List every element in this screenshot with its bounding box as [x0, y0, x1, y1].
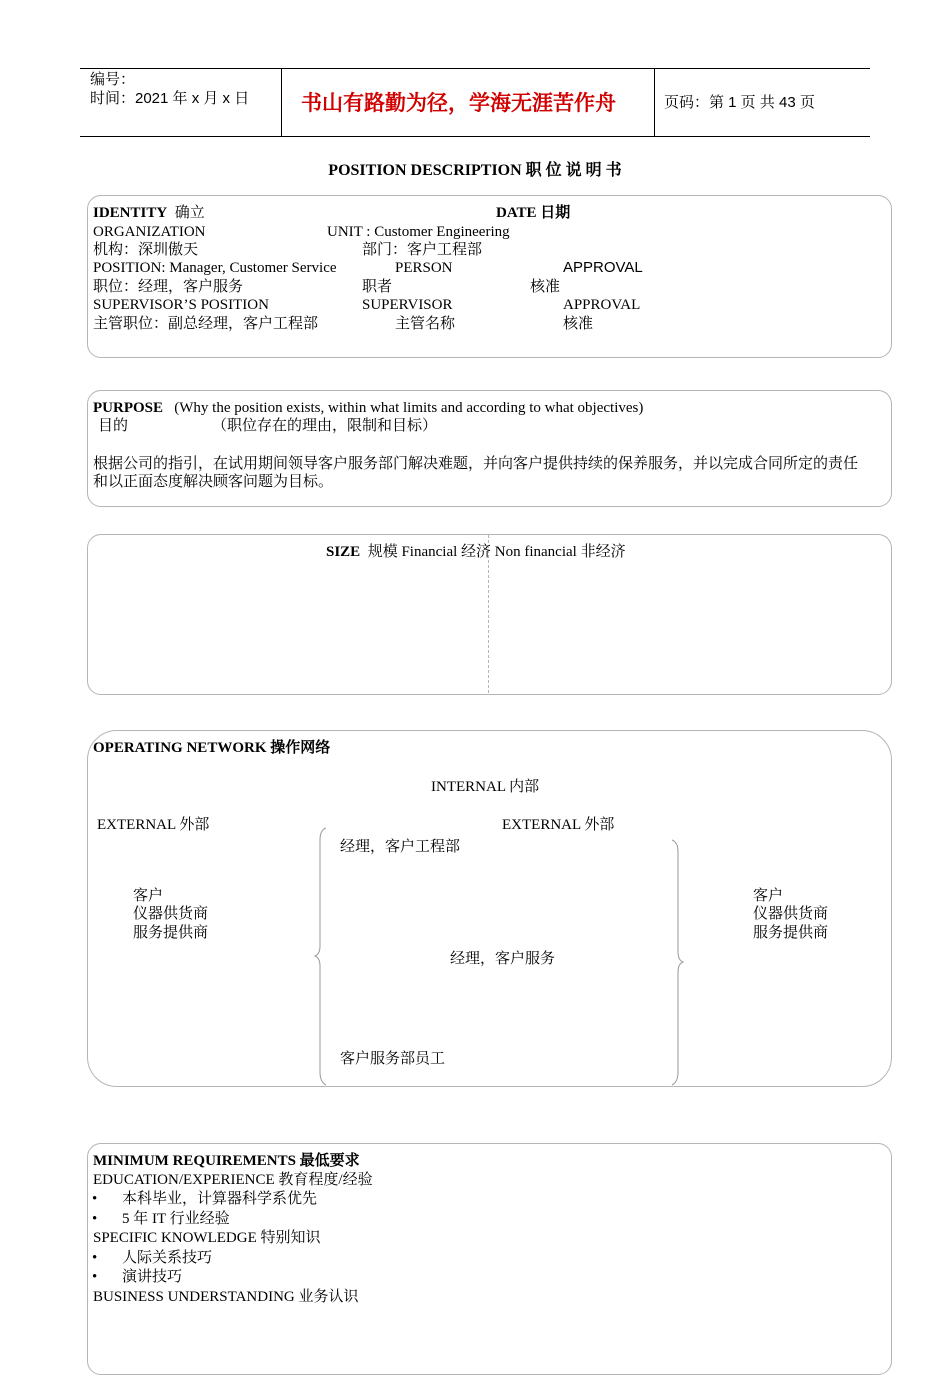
purpose-description: (Why the position exists, within what limits and according to what objectives) [174, 400, 644, 416]
right-item: 服务提供商 [753, 925, 829, 941]
supervisor-cn: 主管名称 [395, 316, 456, 332]
business-label: BUSINESS UNDERSTANDING 业务认识 [93, 1289, 359, 1305]
purpose-body-line: 和以正面态度解决顾客问题为目标。 [93, 474, 334, 490]
external-right-label: EXTERNAL 外部 [502, 817, 615, 833]
supervisor-approval-label: APPROVAL [563, 297, 641, 313]
page-counter: 页码：第 1 页 共 43 页 [664, 94, 815, 111]
position-label: POSITION: Manager, Customer Service [93, 260, 337, 276]
supervisor-label: SUPERVISOR [362, 297, 453, 313]
right-item: 仪器供货商 [753, 906, 829, 922]
person-label: PERSON [395, 260, 453, 276]
header-bottom-border [80, 136, 870, 137]
education-label: EDUCATION/EXPERIENCE 教育程度/经验 [93, 1172, 373, 1188]
left-item: 服务提供商 [133, 925, 209, 941]
center-role: 经理，客户服务 [450, 951, 556, 967]
knowledge-item: • 演讲技巧 [122, 1268, 182, 1286]
identity-heading-row [93, 204, 205, 222]
knowledge-item: • 人际关系技巧 [122, 1249, 212, 1267]
supervisor-position-cn: 主管职位：副总经理，客户工程部 [93, 316, 319, 332]
knowledge-label: SPECIFIC KNOWLEDGE 特别知识 [93, 1230, 321, 1246]
doc-number-label: 编号： [90, 71, 136, 88]
position-cn: 职位：经理，客户服务 [93, 279, 244, 295]
size-text: 规模 Financial 经济 Non financial 非经济 [367, 544, 626, 560]
bottom-role: 客户服务部员工 [340, 1051, 446, 1067]
left-brace-icon [312, 828, 328, 1085]
approval-label: APPROVAL [563, 259, 643, 276]
internal-label: INTERNAL 内部 [431, 779, 540, 795]
purpose-body-line: 根据公司的指引，在试用期间领导客户服务部门解决难题，并向客户提供持续的保养服务，并以完成合同所定的责任 [93, 456, 859, 472]
purpose-description-cn: （职位存在的理由，限制和目标） [212, 418, 438, 434]
date-label: DATE 日期 [496, 205, 571, 221]
size-heading-row [326, 543, 626, 561]
right-item: 客户 [753, 888, 784, 904]
header-top-border [80, 68, 870, 69]
organization-label: ORGANIZATION [93, 224, 206, 240]
header-motto: 书山有路勤为径，学海无涯苦作舟 [301, 91, 616, 115]
education-item: • 本科毕业，计算器科学系优先 [122, 1190, 317, 1208]
top-role: 经理，客户工程部 [340, 839, 461, 855]
left-item: 仪器供货商 [133, 906, 209, 922]
education-item: • 5 年 IT 行业经验 [122, 1210, 230, 1228]
organization-cn: 机构：深圳傲天 [93, 242, 199, 258]
header-divider [654, 68, 655, 136]
approval-cn: 核准 [530, 279, 561, 295]
requirements-heading: MINIMUM REQUIREMENTS 最低要求 [93, 1153, 360, 1169]
unit-label: UNIT : Customer Engineering [327, 224, 510, 240]
supervisor-approval-cn: 核准 [563, 316, 594, 332]
external-left-label: EXTERNAL 外部 [97, 817, 210, 833]
identity-heading-cn: 确立 [174, 205, 205, 221]
department-cn: 部门：客户工程部 [362, 242, 483, 258]
supervisor-position-label: SUPERVISOR’S POSITION [93, 297, 269, 313]
doc-time-label: 时间：2021 年 x 月 x 日 [90, 90, 250, 107]
network-heading: OPERATING NETWORK 操作网络 [93, 740, 331, 756]
right-brace-icon [670, 840, 686, 1085]
identity-heading: IDENTITY [93, 205, 168, 221]
page-title: POSITION DESCRIPTION 职 位 说 明 书 [328, 162, 622, 179]
person-cn: 职者 [362, 279, 393, 295]
size-heading: SIZE [326, 544, 361, 560]
left-item: 客户 [133, 888, 164, 904]
header-divider [281, 68, 282, 136]
purpose-heading-row [93, 399, 643, 417]
purpose-heading-cn: 目的 [98, 418, 129, 434]
purpose-heading: PURPOSE [93, 400, 164, 416]
